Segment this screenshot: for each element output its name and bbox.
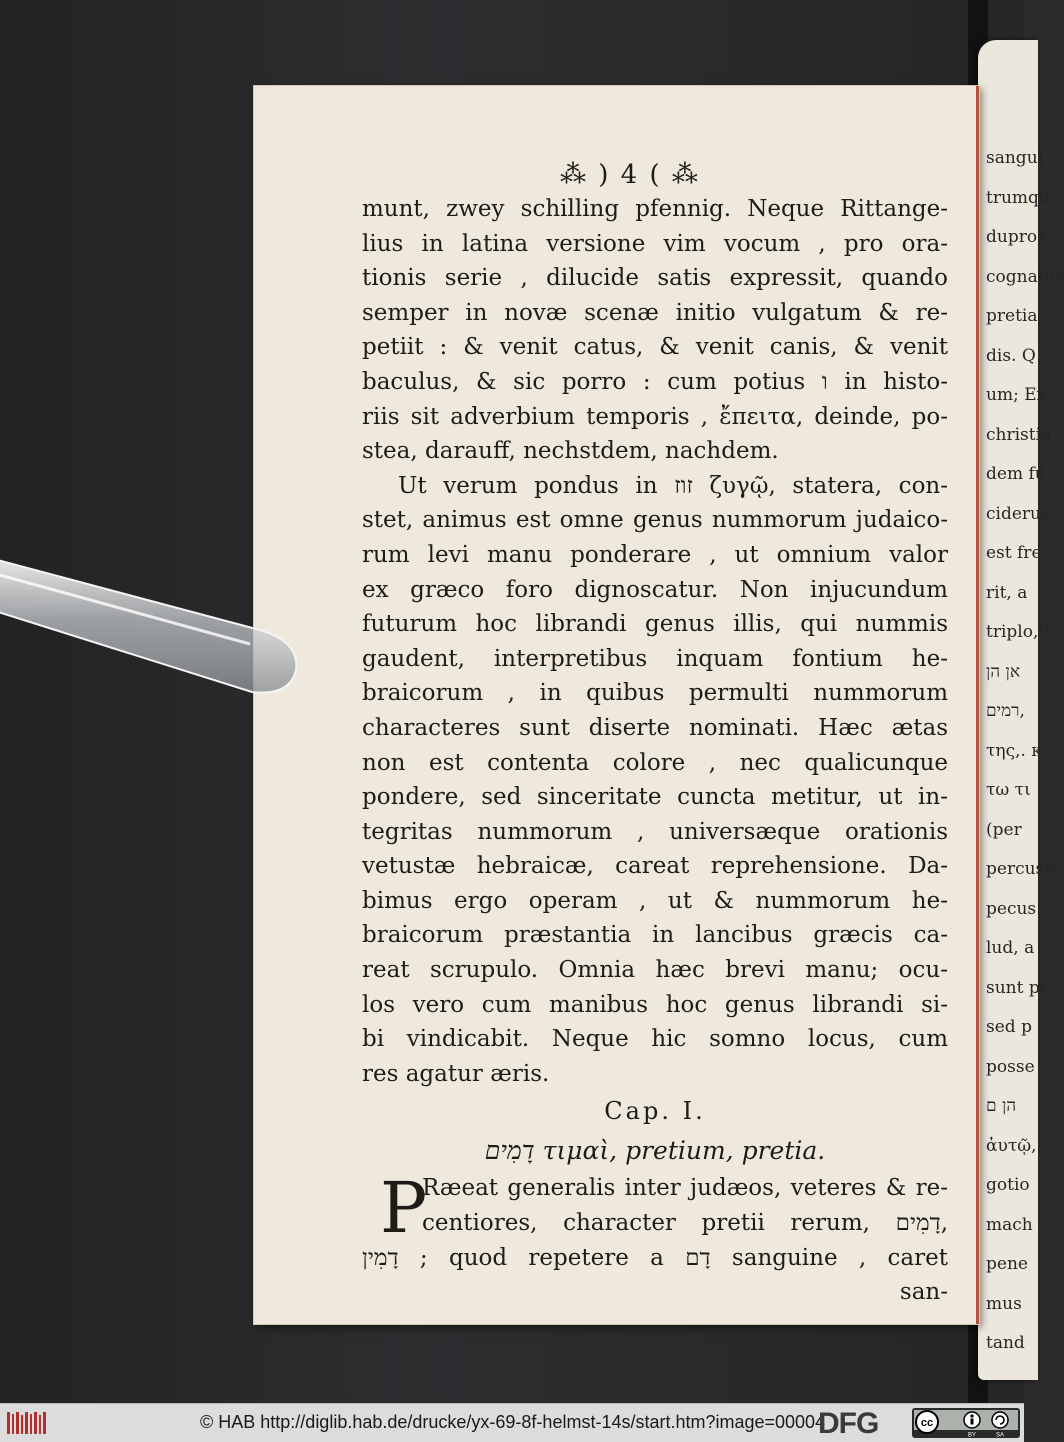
- dfg-logo: DFG: [818, 1407, 879, 1440]
- paragraph-2: [362, 469, 948, 1092]
- facing-page-fragment: christia: [986, 424, 1052, 445]
- text-line: gaudent, interpretibus inquam fontium he-: [362, 645, 948, 672]
- chapter-subtitle: דָמִים τιμαὶ, pretium, pretia.: [484, 1136, 826, 1166]
- text-line: Ut verum pondus in זוז ζυγῷ, statera, con-: [398, 472, 948, 499]
- text-line: rum levi manu ponderare , ut omnium valor: [362, 541, 948, 568]
- facing-page-fragment: dem fu: [986, 464, 1046, 484]
- svg-text:SA: SA: [995, 1432, 1005, 1439]
- facing-page-fragment: sangui: [986, 148, 1044, 168]
- facing-page-fragment: est fre: [986, 543, 1042, 563]
- paragraph-1: [362, 192, 948, 469]
- svg-text:BY: BY: [967, 1432, 977, 1439]
- library-logo-icon: [6, 1410, 48, 1436]
- facing-page-fragment: trumqu: [986, 187, 1050, 208]
- text-line: bi vindicabit. Neque hic somno locus, cum: [362, 1026, 948, 1053]
- text-line: braicorum , in quibus permulti nummorum: [362, 680, 948, 707]
- facing-page-fragment: lud, a: [986, 938, 1035, 958]
- facing-page-edge: [978, 40, 1064, 1380]
- facing-page-fragment: sunt pr: [986, 977, 1048, 998]
- drop-capital: P: [380, 1167, 428, 1250]
- text-line: futurum hoc librandi genus illis, qui nummis: [362, 611, 948, 638]
- chapter-line-1: Ræeat generalis inter judæos, veteres & re-: [422, 1175, 948, 1202]
- text-line: braicorum præstantia in lancibus græcis ca-: [362, 922, 948, 949]
- text-line: munt, zwey schilling pfennig. Neque Rittange-: [362, 196, 948, 222]
- facing-page-fragment: הן ם: [986, 1096, 1017, 1116]
- chapter-title: Cap. I.: [604, 1097, 706, 1126]
- text-line: stea, darauff, nechstdem, nachdem.: [362, 438, 779, 465]
- text-line: characteres sunt diserte nominati. Hæc ætas: [362, 714, 948, 741]
- facing-page-fragment: um; Ex: [986, 385, 1047, 405]
- text-line: stet, animus est omne genus nummorum judaico-: [362, 507, 948, 534]
- text-line: ex græco foro dignoscatur. Non injucundum: [362, 576, 948, 603]
- facing-page-fragment: dupros,: [986, 227, 1052, 247]
- text-line: tegritas nummorum , universæque orationis: [362, 818, 948, 845]
- text-line: pondere, sed sinceritate cuncta metitur, ut in-: [362, 784, 948, 811]
- facing-page-fragment: cognatus: [986, 266, 1064, 287]
- facing-page-fragment: mach: [986, 1214, 1033, 1235]
- facing-page-fragment: ciderut: [986, 503, 1048, 524]
- running-head: ⁂ ) 4 ( ⁂: [560, 160, 700, 190]
- page-body: [362, 192, 948, 1310]
- facing-page-fragment: (per: [986, 819, 1022, 840]
- text-line: non est contenta colore , nec qualicunque: [362, 749, 948, 776]
- creative-commons-icon[interactable]: [912, 1408, 1020, 1438]
- facing-page-fragment: אן הן: [986, 661, 1021, 682]
- chapter-line-2: centiores, character pretii rerum, דָמִים,: [422, 1210, 948, 1237]
- facing-page-fragment: percussi: [986, 859, 1059, 879]
- text-line: los vero cum manibus hoc genus librandi si-: [362, 991, 948, 1018]
- text-line: baculus, & sic porro : cum potius ו in histo-: [362, 368, 948, 395]
- facing-page-fragment: τω τι: [986, 780, 1031, 800]
- chapter-line-3: דָמִין ; quod repetere a דָם sanguine , caret: [362, 1244, 948, 1271]
- text-line: riis sit adverbium temporis , ἔπειτα, deinde, po-: [362, 403, 948, 430]
- text-line: tionis serie , dilucide satis expressit, quando: [362, 265, 948, 292]
- facing-page-fragment: rit, a: [986, 582, 1028, 603]
- text-line: reat scrupulo. Omnia hæc brevi manu; ocu-: [362, 957, 948, 984]
- facing-page-fragment: pene: [986, 1254, 1028, 1274]
- footer-bar: [0, 1403, 1024, 1442]
- facing-page-fragment: ἀυτῷ,: [986, 1135, 1037, 1156]
- facing-page-fragment: dis. Q: [986, 345, 1036, 366]
- facing-page-fragment: רמים,: [986, 701, 1025, 721]
- text-line: vetustæ hebraicæ, careat reprehensione. Da-: [362, 853, 948, 880]
- chapter-opening: [362, 1167, 948, 1309]
- text-line: bimus ergo operam , ut & nummorum he-: [362, 887, 948, 914]
- copyright-link[interactable]: © HAB http://diglib.hab.de/drucke/yx-69-8f-helmst-14s/start.htm?image=00004: [200, 1412, 826, 1432]
- facing-page-fragment: sed p: [986, 1017, 1032, 1037]
- text-line: lius in latina versione vim vocum , pro ora-: [362, 230, 948, 257]
- catchword: san-: [899, 1279, 948, 1306]
- text-line: res agatur æris.: [362, 1060, 550, 1087]
- facing-page-fragment: mus: [986, 1293, 1022, 1314]
- facing-page-fragment: pretia,: [986, 306, 1043, 326]
- facing-page-fragment: tand: [986, 1333, 1025, 1353]
- facing-page-fragment: pecus: [986, 898, 1037, 919]
- text-line: petiit : & venit catus, & venit canis, & venit: [362, 334, 948, 361]
- facing-page-fragment: της,. κ: [986, 740, 1042, 761]
- facing-page-fragment: posse: [986, 1056, 1035, 1077]
- text-line: semper in novæ scenæ initio vulgatum & re-: [362, 299, 948, 326]
- svg-text:cc: cc: [920, 1417, 934, 1429]
- facing-page-fragment: gotio: [986, 1175, 1030, 1195]
- facing-page-fragment: triplo, b: [986, 622, 1055, 642]
